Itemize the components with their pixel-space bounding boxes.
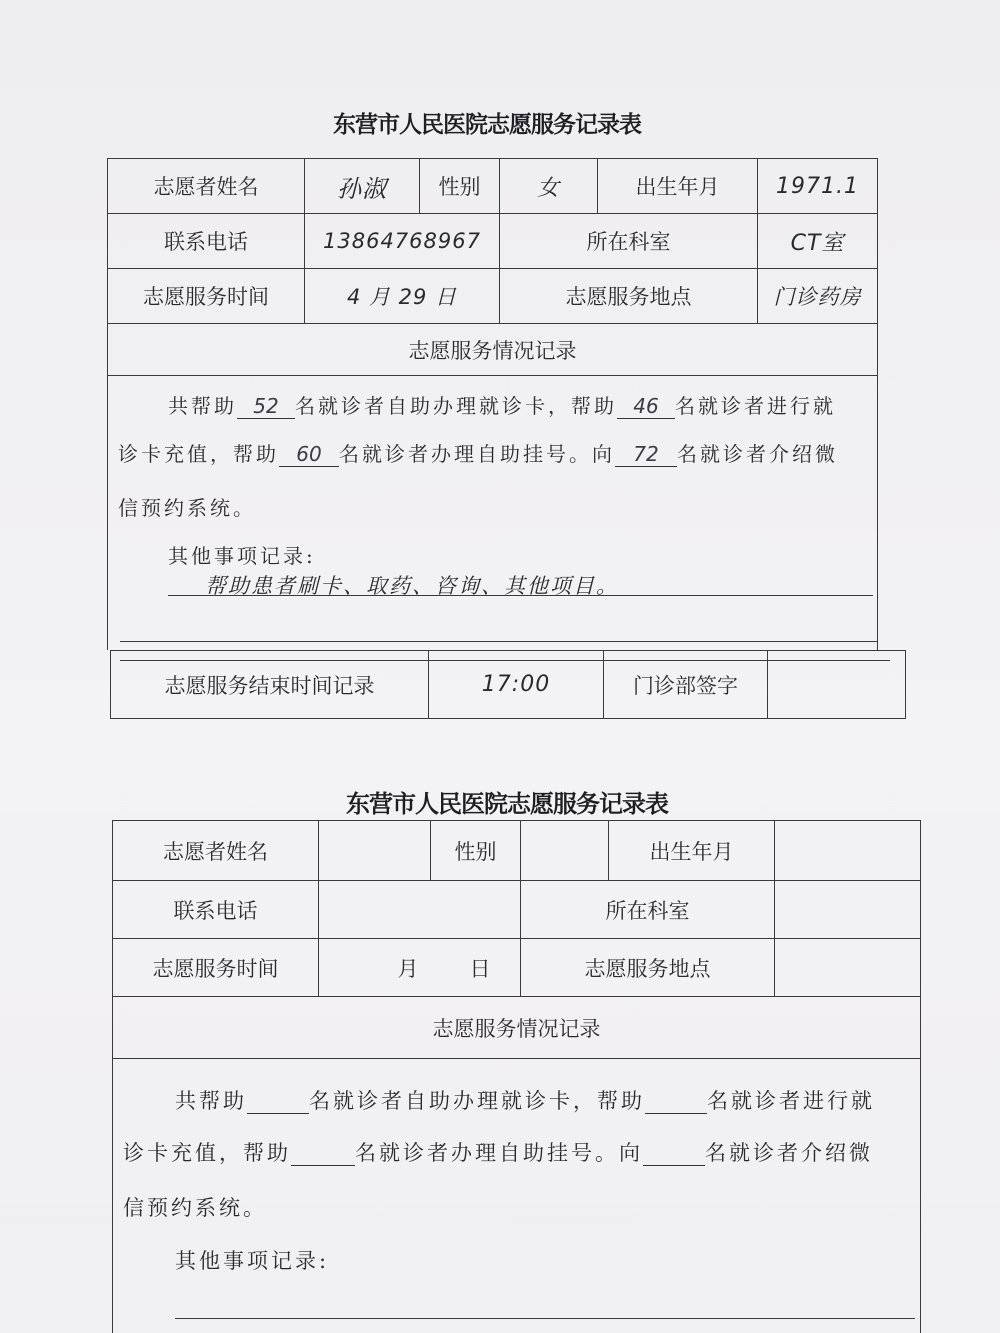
form-1-gender-label: 性别 — [420, 159, 500, 214]
form-1-service-time-value[interactable]: 4 月 29 日 — [305, 269, 500, 324]
form-1-count-card[interactable]: 52 — [237, 394, 295, 419]
form-1-other-records-label: 其他事项记录: — [168, 544, 316, 568]
form-2-name-value[interactable] — [319, 821, 431, 881]
form-1-sentence-text: 共帮助 — [168, 394, 237, 418]
form-2-count-recharge-blank[interactable] — [645, 1089, 707, 1114]
form-1-sentence-text: 名就诊者进行就 — [675, 394, 836, 418]
form-2-sentence-text: 名就诊者办理自助挂号。向 — [355, 1141, 643, 1165]
form-2-birth-label: 出生年月 — [609, 821, 775, 881]
form-2-sentence-text: 共帮助 — [175, 1089, 247, 1113]
form-1-sentence-text: 名就诊者办理自助挂号。向 — [339, 442, 615, 466]
form-2-name-label: 志愿者姓名 — [113, 821, 319, 881]
form-1-sentence-text: 名就诊者自助办理就诊卡，帮助 — [295, 394, 617, 418]
form-2-count-wechat-blank[interactable] — [643, 1141, 705, 1166]
form-1-name-value[interactable]: 孙淑 — [305, 159, 420, 214]
form-1-left-border — [107, 375, 108, 650]
form-1-record-heading: 志愿服务情况记录 — [108, 324, 878, 376]
form-1-phone-value[interactable]: 13864768967 — [305, 214, 500, 269]
form-2-other-records-line — [175, 1318, 915, 1319]
form-2-department-label: 所在科室 — [521, 881, 775, 939]
form-1-count-register[interactable]: 60 — [279, 442, 339, 467]
form-1-birth-label: 出生年月 — [598, 159, 758, 214]
form-2-right-border — [920, 1058, 921, 1333]
form-2-service-time-label: 志愿服务时间 — [113, 939, 319, 997]
form-1-sentence-line-1 — [168, 390, 836, 419]
form-1-phone-label: 联系电话 — [108, 214, 305, 269]
form-2-left-border — [112, 1058, 113, 1333]
form-1-birth-value[interactable]: 1971.1 — [758, 159, 878, 214]
form-1-sentence-text: 诊卡充值，帮助 — [118, 442, 279, 466]
form-2-phone-label: 联系电话 — [113, 881, 319, 939]
form-2-phone-value[interactable] — [319, 881, 521, 939]
form-2-title: 东营市人民医院志愿服务记录表 — [346, 789, 668, 818]
form-2-sentence-text: 名就诊者进行就 — [707, 1089, 875, 1113]
form-1-signature-value[interactable] — [768, 651, 906, 719]
form-1-gender-value[interactable]: 女 — [500, 159, 598, 214]
form-1-service-place-label: 志愿服务地点 — [500, 269, 758, 324]
form-2-sentence-text: 名就诊者介绍微 — [705, 1141, 873, 1165]
form-1-info-table — [107, 158, 878, 376]
form-1-sentence-text: 名就诊者介绍微 — [677, 442, 838, 466]
form-1-sentence-line-3: 信预约系统。 — [118, 496, 256, 520]
form-1-title: 东营市人民医院志愿服务记录表 — [333, 111, 641, 138]
form-1-signature-label: 门诊部签字 — [604, 651, 768, 719]
form-1-other-records-line-2 — [120, 641, 877, 642]
form-1-department-value[interactable]: CT室 — [758, 214, 878, 269]
form-2-record-heading: 志愿服务情况记录 — [113, 997, 921, 1059]
form-2-month-label: 月 — [397, 956, 419, 981]
form-1-end-time-value[interactable]: 17:00 — [429, 651, 604, 719]
form-2-sentence-line-2 — [123, 1137, 873, 1167]
form-1-count-recharge[interactable]: 46 — [617, 394, 675, 419]
form-2-service-time-value[interactable] — [319, 939, 521, 997]
form-1-other-records-value[interactable]: 帮助患者刷卡、取药、咨询、其他项目。 — [205, 574, 619, 598]
form-1-count-wechat[interactable]: 72 — [615, 442, 677, 467]
form-2-count-register-blank[interactable] — [291, 1141, 355, 1166]
form-1-service-time-label: 志愿服务时间 — [108, 269, 305, 324]
form-1-end-time-label: 志愿服务结束时间记录 — [111, 651, 429, 719]
form-2-sentence-text: 诊卡充值，帮助 — [123, 1141, 291, 1165]
form-2-info-table — [112, 820, 921, 1059]
form-1-right-border — [877, 375, 878, 650]
form-1-other-records-line-1 — [168, 595, 873, 596]
form-2-day-label: 日 — [469, 956, 491, 981]
form-1-name-label: 志愿者姓名 — [108, 159, 305, 214]
form-2-sentence-line-1 — [175, 1085, 875, 1115]
form-2-service-place-value[interactable] — [775, 939, 921, 997]
form-2-count-card-blank[interactable] — [247, 1089, 309, 1114]
form-2-gender-value[interactable] — [521, 821, 609, 881]
form-2-department-value[interactable] — [775, 881, 921, 939]
form-1-service-place-value[interactable]: 门诊药房 — [758, 269, 878, 324]
form-1-department-label: 所在科室 — [500, 214, 758, 269]
form-1-end-time-table — [110, 650, 906, 719]
form-2-birth-value[interactable] — [775, 821, 921, 881]
form-2-service-place-label: 志愿服务地点 — [521, 939, 775, 997]
form-2-sentence-text: 名就诊者自助办理就诊卡，帮助 — [309, 1089, 645, 1113]
form-2-other-records-label: 其他事项记录: — [175, 1249, 330, 1273]
form-2-sentence-line-3: 信预约系统。 — [123, 1196, 267, 1220]
form-1-sentence-line-2 — [118, 438, 838, 467]
form-2-gender-label: 性别 — [431, 821, 521, 881]
